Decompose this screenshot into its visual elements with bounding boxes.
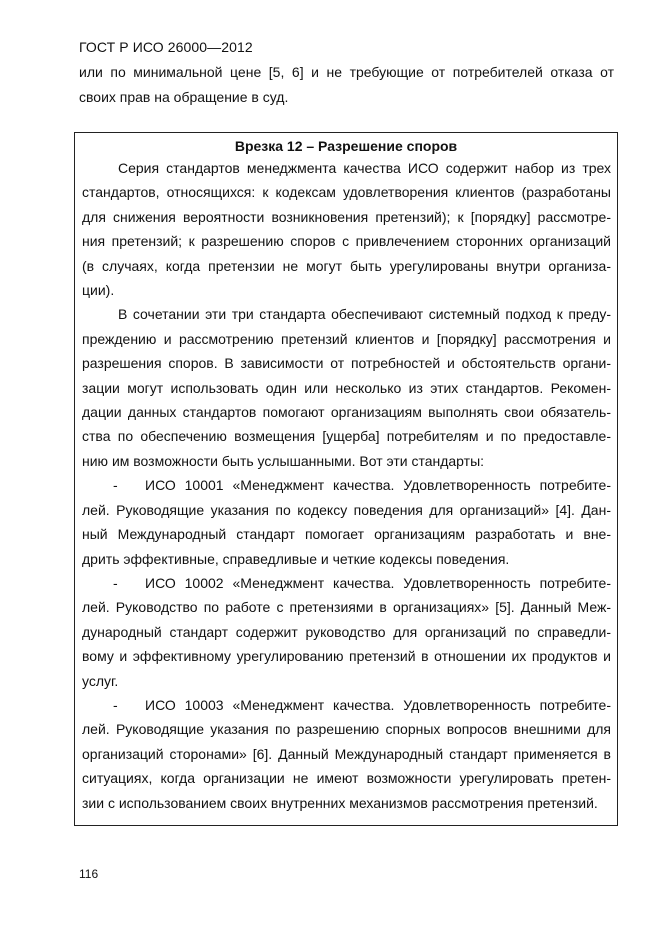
- paragraph-line: дации данных стандартов помогают организациям выполнять свои обязатель-: [82, 404, 611, 421]
- paragraph-line: преждению и рассмотрению претензий клиентов и [порядку] рассмотрения и: [82, 330, 611, 347]
- paragraph-line: зации могут использовать один или несколько из этих стандартов. Рекомен-: [82, 379, 611, 396]
- paragraph-line: ния претензий; к разрешению споров с привлечением сторонних организаций: [82, 233, 611, 250]
- document-code-header: ГОСТ Р ИСО 26000—2012: [79, 39, 253, 55]
- page-number: 116: [79, 867, 99, 881]
- list-item-iso-10002: [82, 571, 611, 595]
- list-item-line: дународный стандарт содержит руководство для организаций по справедли-: [82, 623, 611, 640]
- list-item-line: лей. Руководящие указания по разрешению спорных вопросов внешними для: [82, 721, 611, 738]
- paragraph-line: ства по обеспечению возмещения [ущерба] потребителям и по предоставле-: [82, 428, 611, 445]
- paragraph-line: В сочетании эти три стандарта обеспечивают системный подход к преду-: [118, 306, 611, 323]
- paragraph-line: нию им возможности быть услышанными. Вот эти стандарты:: [82, 452, 485, 469]
- paragraph-line: (в случаях, когда претензии не могут быть урегулированы внутри организа-: [82, 257, 611, 274]
- inset-title: Врезка 12 – Разрешение споров: [234, 138, 458, 154]
- intro-text: [79, 60, 614, 109]
- list-item-iso-10003: [82, 693, 611, 717]
- dash-bullet-icon: -: [113, 696, 118, 713]
- dash-bullet-icon: -: [113, 477, 118, 494]
- list-item-line: дрить эффективные, справедливые и четкие кодексы поведения.: [82, 550, 510, 567]
- list-item-line: лей. Руководство по работе с претензиями в организациях» [5]. Данный Меж-: [82, 599, 611, 616]
- list-item-line: вому и эффективному урегулированию претензий в отношении их продуктов и: [82, 648, 611, 665]
- list-item-text: ИСО 10001 «Менеджмент качества. Удовлетворенность потребите-: [145, 477, 611, 494]
- list-item-line: зии с использованием своих внутренних механизмов рассмотрения претензий.: [82, 794, 598, 811]
- list-item-line: лей. Руководящие указания по кодексу поведения для организаций» [4]. Дан-: [82, 501, 611, 518]
- intro-line: или по минимальной цене [5, 6] и не требующие от потребителей отказа от: [79, 64, 614, 80]
- intro-line: своих прав на обращение в суд.: [79, 88, 289, 105]
- dash-bullet-icon: -: [113, 574, 118, 591]
- paragraph-line: стандартов, относящихся: к кодексам удовлетворения клиентов (разработаны: [82, 184, 611, 201]
- list-item-text: ИСО 10003 «Менеджмент качества. Удовлетворенность потребите-: [145, 696, 611, 713]
- paragraph-line: для снижения вероятности возникновения претензий); к [порядку] рассмотре-: [82, 208, 611, 225]
- list-item-line: организаций сторонами» [6]. Данный Международный стандарт применяется в: [82, 745, 611, 762]
- list-item-text: ИСО 10002 «Менеджмент качества. Удовлетворенность потребите-: [145, 574, 611, 591]
- paragraph-line: ции).: [82, 282, 115, 299]
- inset-box: [74, 132, 618, 826]
- paragraph-line: Серия стандартов менеджмента качества ИСО содержит набор из трех: [118, 160, 611, 176]
- inset-body: [82, 156, 611, 815]
- list-item-line: ситуациях, когда организации не имеют возможности урегулировать претен-: [82, 770, 611, 787]
- list-item-iso-10001: [82, 473, 611, 497]
- list-item-line: услуг.: [82, 672, 119, 689]
- list-item-line: ный Международный стандарт помогает организациям разработать и вне-: [82, 526, 611, 543]
- paragraph-line: разрешения споров. В зависимости от потребностей и обстоятельств органи-: [82, 355, 611, 372]
